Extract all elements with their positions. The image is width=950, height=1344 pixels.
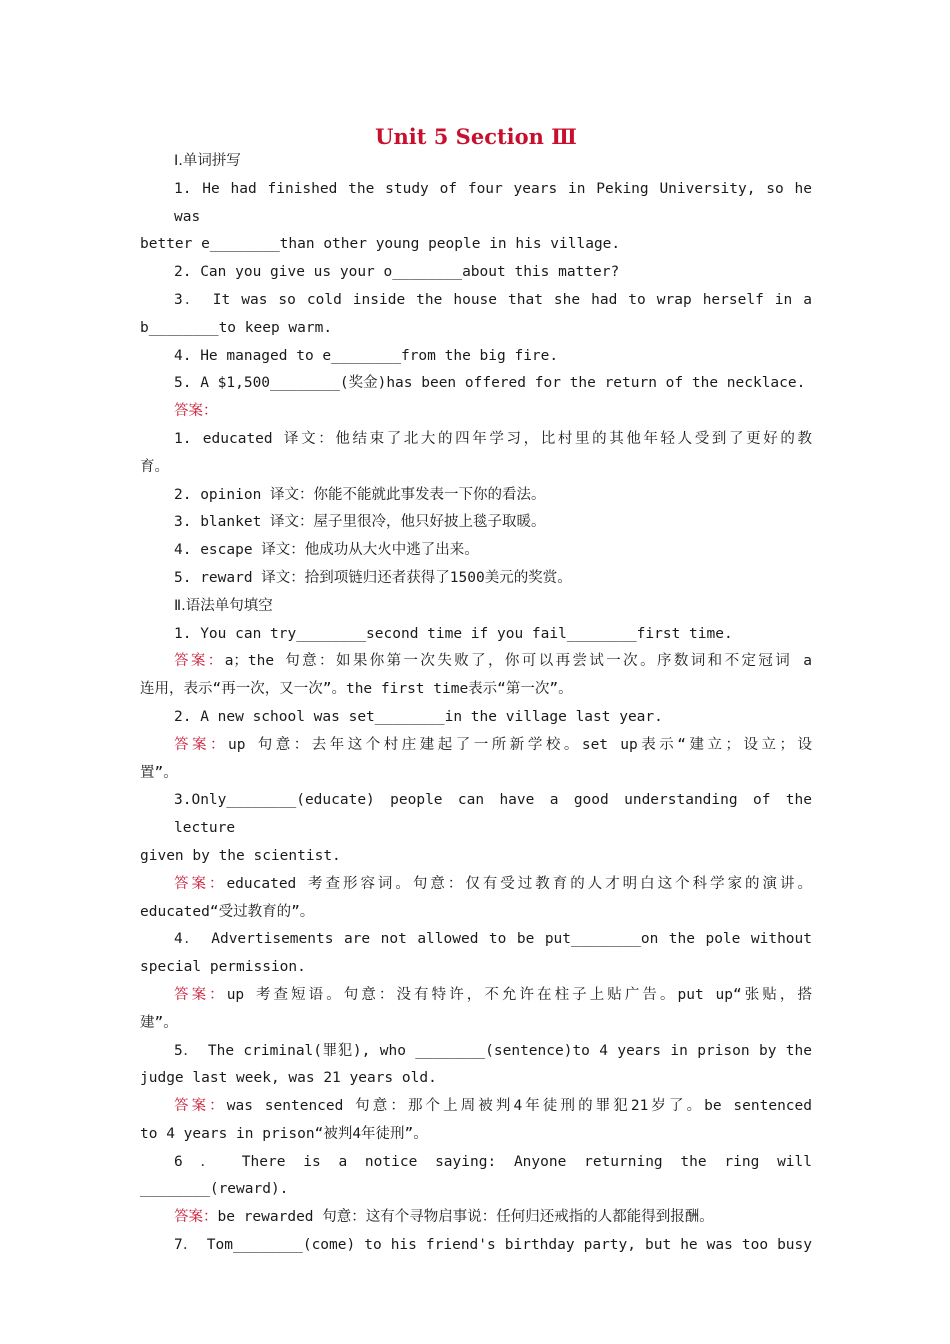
answer-label: 答案： [174, 736, 229, 753]
answer-1-line-2: 育。 [140, 458, 169, 475]
answer-label: 答案： [174, 1098, 227, 1115]
question-1-line-2: better e________than other young people in his village. [140, 236, 621, 253]
grammar-answer-1-line-2: 连用，表示“再一次，又一次”。the first time表示“第一次”。 [140, 681, 573, 698]
grammar-answer-5-line-1: 答案：was sentenced 句意：那个上周被判4年徒刑的罪犯21岁了。be sentenced [174, 1098, 813, 1115]
question-3-line-2: b________to keep warm. [140, 319, 333, 336]
grammar-question-7-line-1: 7． Tom________(come) to his friend's birthday party, but he was too busy [174, 1237, 812, 1254]
grammar-question-4-line-2: special permission. [140, 959, 306, 976]
answer-3: 3. blanket 译文：屋子里很冷，他只好披上毯子取暖。 [174, 514, 546, 531]
section-heading-grammar: Ⅱ.语法单句填空 [174, 597, 273, 614]
grammar-answer-2-line-1: 答案：up 句意：去年这个村庄建起了一所新学校。set up表示“建立；设立；设 [174, 736, 813, 753]
grammar-answer-2-line-2: 置”。 [140, 764, 178, 781]
question-1-line-1: 1. He had finished the study of four years in Peking University, so he was [174, 180, 812, 225]
grammar-question-3-line-2: given by the scientist. [140, 847, 341, 864]
page-title: Unit 5 Section Ⅲ [375, 124, 577, 149]
answer-1-line-1: 1. educated 译文：他结束了北大的四年学习，比村里的其他年轻人受到了更好的教 [174, 430, 812, 447]
grammar-answer-4-line-2: 建”。 [140, 1014, 178, 1031]
grammar-question-6-line-1: 6 ． There is a notice saying: Anyone returning the ring will [174, 1153, 812, 1170]
grammar-answer-5-line-2: to 4 years in prison“被判4年徒刑”。 [140, 1125, 428, 1142]
grammar-answer-3-line-1: 答案：educated 考查形容词。句意：仅有受过教育的人才明白这个科学家的演讲。 [174, 875, 812, 892]
answer-2: 2. opinion 译文：你能不能就此事发表一下你的看法。 [174, 486, 546, 503]
grammar-answer-4-line-1: 答案：up 考查短语。句意：没有特许，不允许在柱子上贴广告。put up“张贴，搭 [174, 986, 813, 1003]
question-2: 2. Can you give us your o________about this matter? [174, 264, 620, 281]
question-5: 5. A $1,500________(奖金)has been offered for the return of the necklace. [174, 375, 806, 392]
answer-label: 答案： [174, 1209, 218, 1226]
grammar-answer-3-line-2: educated“受过教育的”。 [140, 903, 315, 920]
grammar-question-5-line-1: 5． The criminal(罪犯), who ________(sentence)to 4 years in prison by the [174, 1042, 812, 1059]
section-heading-spelling: Ⅰ.单词拼写 [174, 153, 241, 169]
grammar-question-5-line-2: judge last week, was 21 years old. [140, 1070, 437, 1087]
answer-label: 答案： [174, 403, 218, 420]
answer-4: 4. escape 译文：他成功从大火中逃了出来。 [174, 542, 479, 559]
grammar-question-2: 2. A new school was set________in the village last year. [174, 708, 663, 725]
answer-label: 答案： [174, 653, 225, 670]
document-page [140, 120, 812, 1260]
answer-label: 答案： [174, 875, 227, 892]
grammar-answer-6: 答案：be rewarded 句意：这有个寻物启事说：任何归还戒指的人都能得到报酬。 [174, 1209, 714, 1226]
question-3-line-1: 3． It was so cold inside the house that she had to wrap herself in a [174, 291, 812, 308]
grammar-answer-1-line-1: 答案：a；the 句意：如果你第一次失败了，你可以再尝试一次。序数词和不定冠词 a [174, 653, 813, 670]
answer-5: 5. reward 译文：拾到项链归还者获得了1500美元的奖赏。 [174, 569, 572, 586]
grammar-question-4-line-1: 4． Advertisements are not allowed to be put________on the pole without [174, 931, 812, 948]
grammar-question-3-line-1: 3.Only________(educate) people can have a good understanding of the lecture [174, 792, 812, 837]
grammar-question-6-line-2: ________(reward). [140, 1181, 289, 1198]
question-4: 4. He managed to e________from the big fire. [174, 347, 559, 364]
grammar-question-1: 1. You can try________second time if you fail________first time. [174, 625, 733, 642]
answer-label: 答案： [174, 986, 227, 1003]
